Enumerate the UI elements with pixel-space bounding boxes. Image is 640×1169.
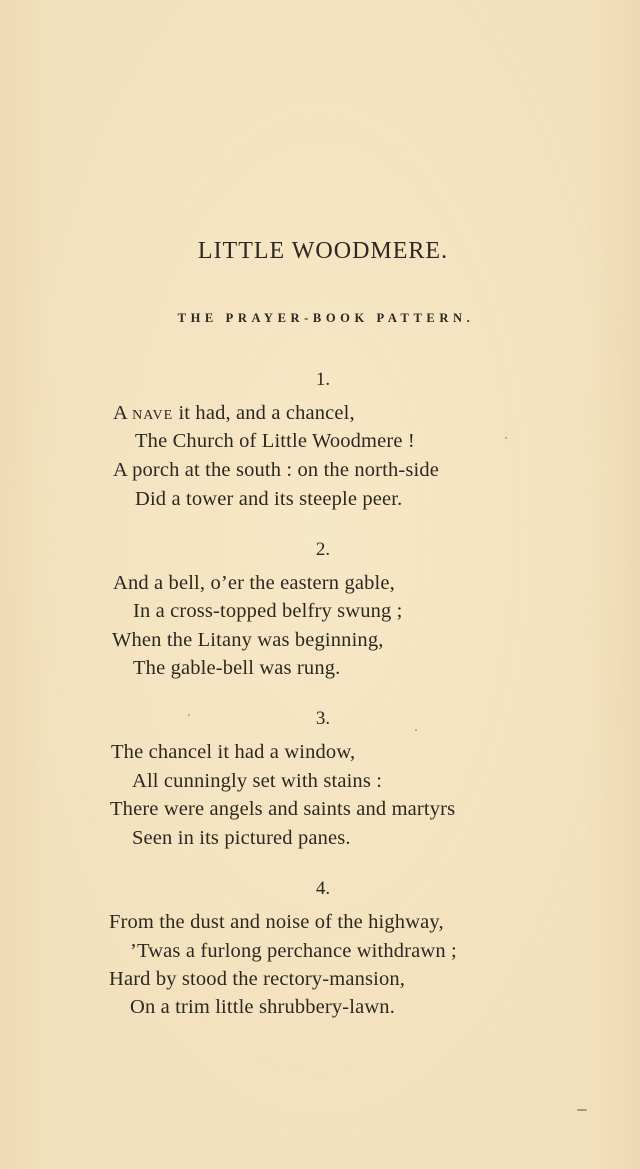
stanza-number: 3. [315, 708, 331, 729]
verse-line: All cunningly set with stains : [132, 770, 383, 792]
verse-line: When the Litany was beginning, [112, 629, 384, 651]
verse-line: The chancel it had a window, [111, 741, 356, 763]
verse-line: Did a tower and its steeple peer. [135, 488, 403, 510]
verse-line: From the dust and noise of the highway, [109, 911, 444, 933]
stanza-number: 1. [315, 369, 331, 390]
verse-line: The gable-bell was rung. [133, 657, 341, 679]
stanza-number: 4. [315, 878, 331, 899]
verse-line: On a trim little shrubbery-lawn. [130, 996, 395, 1018]
paper-speck [505, 437, 507, 439]
verse-line: There were angels and saints and martyrs [110, 798, 456, 820]
verse-line-lead: A [113, 402, 133, 424]
paper-speck [415, 729, 417, 731]
paper-speck [577, 1109, 587, 1111]
verse-line-rest: it had, and a chancel, [173, 402, 355, 424]
verse-line [113, 402, 355, 425]
verse-line: Seen in its pictured panes. [132, 827, 351, 849]
stanza-number: 2. [315, 539, 331, 560]
verse-line: Hard by stood the rectory-mansion, [109, 968, 406, 990]
verse-line: And a bell, o’er the eastern gable, [113, 572, 395, 594]
paper-speck [188, 714, 190, 716]
section-subtitle: THE PRAYER-BOOK PATTERN. [177, 311, 475, 325]
page-title: LITTLE WOODMERE. [197, 238, 449, 264]
verse-line: In a cross-topped belfry swung ; [133, 600, 403, 622]
verse-line-smallcaps: nave [132, 402, 174, 424]
verse-line: ’Twas a furlong perchance withdrawn ; [130, 940, 457, 962]
verse-line: A porch at the south : on the north-side [113, 459, 439, 481]
verse-line: The Church of Little Woodmere ! [135, 430, 415, 452]
